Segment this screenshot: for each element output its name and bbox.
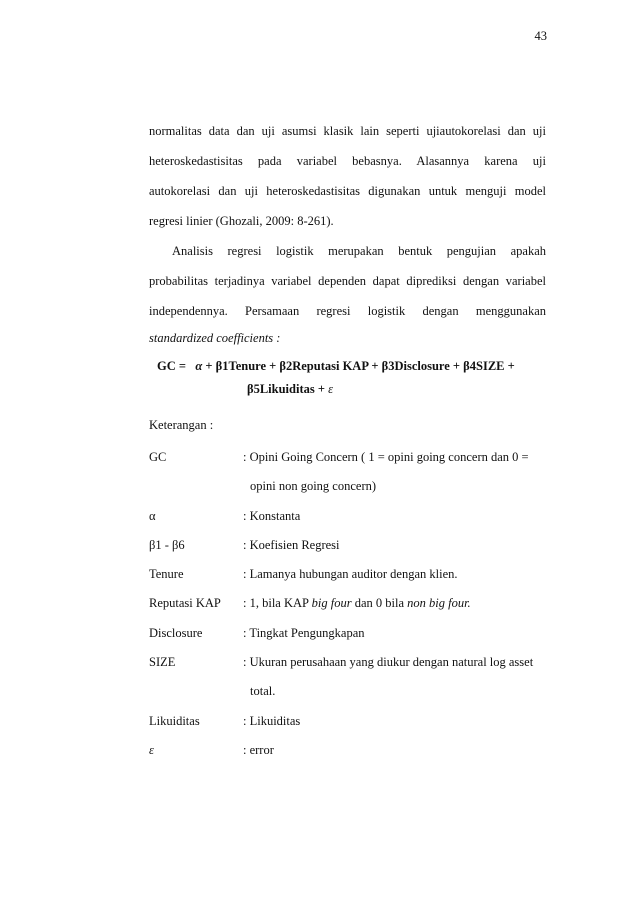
desc-part: dan 0 bila	[351, 596, 408, 610]
definition-term: Tenure	[149, 567, 184, 581]
definition-desc: : Ukuran perusahaan yang diukur dengan natural log asset	[243, 655, 534, 669]
paragraph-line: probabilitas terjadinya variabel dependen dapat diprediksi dengan variabel	[149, 274, 546, 288]
formula-gc: GC =	[157, 359, 186, 373]
definition-desc: : Koefisien Regresi	[243, 538, 340, 552]
regression-formula-line2	[247, 381, 333, 397]
definition-desc-continued: opini non going concern)	[250, 479, 377, 493]
definition-desc: : Konstanta	[243, 509, 301, 523]
desc-italic: big four	[311, 596, 352, 610]
definition-term: Likuiditas	[149, 714, 200, 728]
definition-term: β1 - β6	[149, 538, 185, 552]
definition-desc: : Lamanya hubungan auditor dengan klien.	[243, 567, 458, 581]
formula-likuiditas: β5Likuiditas +	[247, 382, 325, 396]
desc-italic: non big four.	[407, 596, 471, 610]
definition-desc-continued: total.	[250, 684, 276, 698]
paragraph-line: Analisis regresi logistik merupakan bentuk pengujian apakah	[172, 244, 546, 258]
definition-desc	[243, 595, 471, 611]
formula-alpha: α	[195, 359, 203, 373]
definition-term: α	[149, 509, 156, 523]
definition-desc: : Likuiditas	[243, 714, 301, 728]
formula-epsilon: ε	[328, 382, 334, 396]
regression-formula-line1	[157, 358, 515, 374]
paragraph-line: autokorelasi dan uji heteroskedastisitas digunakan untuk menguji model	[149, 184, 546, 198]
definition-term: ε	[149, 743, 154, 757]
definition-term: Reputasi KAP	[149, 596, 221, 610]
page-number: 43	[534, 29, 547, 43]
definition-term: Disclosure	[149, 626, 203, 640]
definition-term: GC	[149, 450, 167, 464]
definition-desc: : Tingkat Pengungkapan	[243, 626, 365, 640]
desc-part: : 1, bila KAP	[243, 596, 312, 610]
paragraph-line: independennya. Persamaan regresi logistik dengan menggunakan	[149, 304, 546, 318]
definition-desc: : Opini Going Concern ( 1 = opini going concern dan 0 =	[243, 450, 529, 464]
definition-desc: : error	[243, 743, 274, 757]
keterangan-label: Keterangan :	[149, 418, 214, 432]
formula-terms: + β1Tenure + β2Reputasi KAP + β3Disclosure + β4SIZE +	[205, 359, 515, 373]
paragraph-line: normalitas data dan uji asumsi klasik lain seperti ujiautokorelasi dan uji	[149, 124, 546, 138]
paragraph-line: standardized coefficients :	[149, 331, 281, 345]
definition-term: SIZE	[149, 655, 176, 669]
paragraph-line: regresi linier (Ghozali, 2009: 8-261).	[149, 214, 334, 228]
paragraph-line: heteroskedastisitas pada variabel bebasnya. Alasannya karena uji	[149, 154, 546, 168]
